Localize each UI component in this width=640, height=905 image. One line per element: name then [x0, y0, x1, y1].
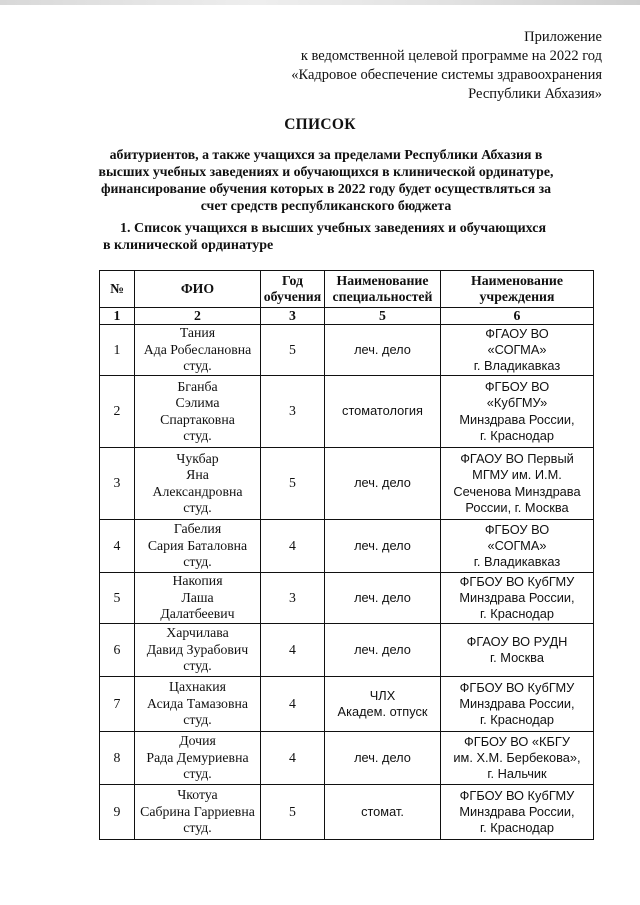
institution-line: г. Нальчик [487, 766, 547, 782]
study-year: 4 [261, 677, 325, 732]
table-row [100, 520, 594, 573]
institution-line: г. Владикавказ [473, 358, 561, 374]
student-name-line: Дочия [179, 733, 216, 749]
table-header-row [100, 271, 594, 308]
student-name [135, 376, 261, 448]
study-year: 4 [261, 732, 325, 785]
institution [441, 573, 594, 624]
annex-line: к ведомственной целевой программе на 2022 год [300, 48, 602, 64]
student-name [135, 325, 261, 376]
student-name-line: Далатбеевич [160, 606, 235, 622]
institution-line: ФГБОУ ВО КубГМУ [459, 679, 575, 695]
document-subtitle: абитуриентов, а также учащихся за пределами Республики Абхазия в высших учебных заведениях и обучающихся в клинической ординатуре, финансирование обучения которых в 2022 году будет осуществляться за счет средств республиканского бюджета [98, 147, 554, 213]
institution-line: г. Краснодар [480, 820, 554, 836]
student-name-line: Давид Зурабович [146, 641, 249, 657]
institution [441, 448, 594, 520]
institution [441, 732, 594, 785]
annex-line: Республики Абхазия» [468, 86, 602, 102]
student-name-line: Ада Робеслановна [143, 341, 252, 357]
row-number: 1 [100, 325, 135, 376]
student-name-line: Тания [179, 325, 216, 341]
institution-line: ФГАОУ ВО РУДН [466, 633, 568, 649]
student-name [135, 520, 261, 573]
student-name-line: Цахнакия [169, 679, 226, 695]
study-year: 5 [261, 448, 325, 520]
specialty-line: леч. дело [354, 641, 411, 657]
specialty-line: леч. дело [354, 537, 411, 553]
student-name-line: Лаша [181, 589, 214, 605]
specialty-line: ЧЛХ [369, 687, 396, 703]
specialty-line: стомат. [361, 803, 404, 819]
header-year: Год обучения [261, 271, 325, 308]
index-cell: 2 [135, 308, 261, 325]
student-name-line: студ. [183, 554, 212, 570]
student-name [135, 624, 261, 677]
specialty [325, 785, 441, 840]
table-row [100, 732, 594, 785]
table-row [100, 376, 594, 448]
row-number: 6 [100, 624, 135, 677]
table-row [100, 325, 594, 376]
specialty-line: леч. дело [354, 749, 411, 765]
student-name-line: студ. [183, 658, 212, 674]
institution-line: г. Москва [490, 650, 544, 665]
student-name-line: Сабрина Гарриевна [140, 803, 255, 819]
specialty-line: леч. дело [354, 589, 411, 605]
institution [441, 785, 594, 840]
student-name [135, 785, 261, 840]
study-year: 3 [261, 573, 325, 624]
table-body [100, 325, 594, 840]
student-name-line: Рада Демуриевна [146, 749, 249, 765]
table-row [100, 677, 594, 732]
specialty [325, 520, 441, 573]
header-institution: Наименование учреждения [441, 271, 594, 308]
student-name-line: Спартаковна [160, 411, 235, 427]
institution-line: Минздрава России, [459, 695, 575, 711]
annex-line: «Кадровое обеспечение системы здравоохранения [291, 67, 602, 83]
student-name [135, 448, 261, 520]
study-year: 5 [261, 325, 325, 376]
row-number: 8 [100, 732, 135, 785]
table-row [100, 624, 594, 677]
institution-line: ФГБОУ ВО «КБГУ [464, 733, 570, 749]
institution-line: Сеченова Минздрава [453, 483, 581, 499]
student-name-line: студ. [183, 428, 212, 443]
study-year: 4 [261, 624, 325, 677]
institution-line: Минздрава России, [459, 589, 575, 605]
institution [441, 520, 594, 573]
specialty [325, 732, 441, 785]
specialty [325, 376, 441, 448]
institution-line: МГМУ им. И.М. [472, 467, 562, 483]
student-name [135, 732, 261, 785]
specialty-line: стоматология [342, 403, 423, 419]
student-name-line: студ. [183, 766, 212, 782]
student-name-line: Сария Баталовна [147, 537, 248, 553]
student-name-line: Накопия [172, 573, 223, 589]
student-name-line: студ. [183, 500, 212, 515]
study-year: 3 [261, 376, 325, 448]
students-table [99, 270, 594, 840]
student-name-line: Бганба [177, 378, 218, 394]
specialty [325, 677, 441, 732]
institution-line: ФГБОУ ВО [484, 379, 550, 395]
student-name-line: Габелия [173, 521, 222, 537]
institution-line: г. Краснодар [480, 712, 554, 728]
student-name-line: Сэлима [175, 395, 220, 410]
institution [441, 376, 594, 448]
student-name-line: студ. [183, 358, 212, 374]
institution [441, 677, 594, 732]
specialty-line: леч. дело [354, 341, 411, 357]
table-row [100, 573, 594, 624]
specialty [325, 573, 441, 624]
student-name-line: студ. [183, 820, 212, 836]
row-number: 3 [100, 448, 135, 520]
student-name-line: Чукбар [176, 450, 219, 466]
institution-line: ФГБОУ ВО КубГМУ [459, 787, 575, 803]
institution-line: Минздрава России, [459, 411, 575, 427]
index-cell: 6 [441, 308, 594, 325]
student-name-line: Асида Тамазовна [147, 695, 248, 711]
institution-line: ФГБОУ ВО [484, 521, 550, 537]
scan-edge [0, 0, 640, 5]
annex-header [291, 28, 602, 104]
institution-line: г. Владикавказ [473, 554, 561, 570]
index-cell: 3 [261, 308, 325, 325]
institution-line: России, г. Москва [465, 499, 569, 515]
institution-line: г. Краснодар [480, 427, 554, 443]
study-year: 5 [261, 785, 325, 840]
annex-line: Приложение [524, 29, 602, 45]
table-row [100, 785, 594, 840]
document-title: СПИСОК [284, 116, 356, 133]
student-name-line: студ. [183, 712, 212, 728]
student-name [135, 573, 261, 624]
row-number: 9 [100, 785, 135, 840]
student-name-line: Харчилава [166, 625, 229, 641]
institution-line: ФГБОУ ВО КубГМУ [459, 573, 575, 589]
header-number: № [100, 271, 135, 308]
section-heading [103, 220, 603, 254]
table-index-row [100, 308, 594, 325]
student-name [135, 677, 261, 732]
institution-line: «КубГМУ» [486, 395, 548, 411]
institution [441, 325, 594, 376]
institution-line: ФГАОУ ВО [485, 325, 549, 341]
row-number: 4 [100, 520, 135, 573]
institution-line: Минздрава России, [459, 803, 575, 819]
row-number: 7 [100, 677, 135, 732]
institution-line: «СОГМА» [487, 341, 547, 357]
specialty [325, 448, 441, 520]
institution-line: г. Краснодар [480, 606, 554, 622]
institution [441, 624, 594, 677]
student-name-line: Александровна [152, 483, 243, 499]
student-name-line: Яна [186, 467, 209, 482]
institution-line: им. Х.М. Бербекова», [453, 749, 581, 765]
table-row [100, 448, 594, 520]
student-name-line: Чкотуа [177, 787, 218, 803]
institution-line: «СОГМА» [487, 537, 547, 553]
section-heading-line2: в клинической ординатуре [103, 238, 274, 253]
specialty-line: леч. дело [354, 475, 411, 491]
specialty [325, 624, 441, 677]
header-specialty: Наименование специальностей [325, 271, 441, 308]
specialty-line: Академ. отпуск [337, 704, 428, 719]
specialty [325, 325, 441, 376]
study-year: 4 [261, 520, 325, 573]
section-heading-line1: 1. Список учащихся в высших учебных заведениях и обучающихся [120, 221, 547, 236]
header-fio: ФИО [135, 271, 261, 308]
row-number: 5 [100, 573, 135, 624]
row-number: 2 [100, 376, 135, 448]
index-cell: 1 [100, 308, 135, 325]
index-cell: 5 [325, 308, 441, 325]
institution-line: ФГАОУ ВО Первый [460, 451, 574, 467]
